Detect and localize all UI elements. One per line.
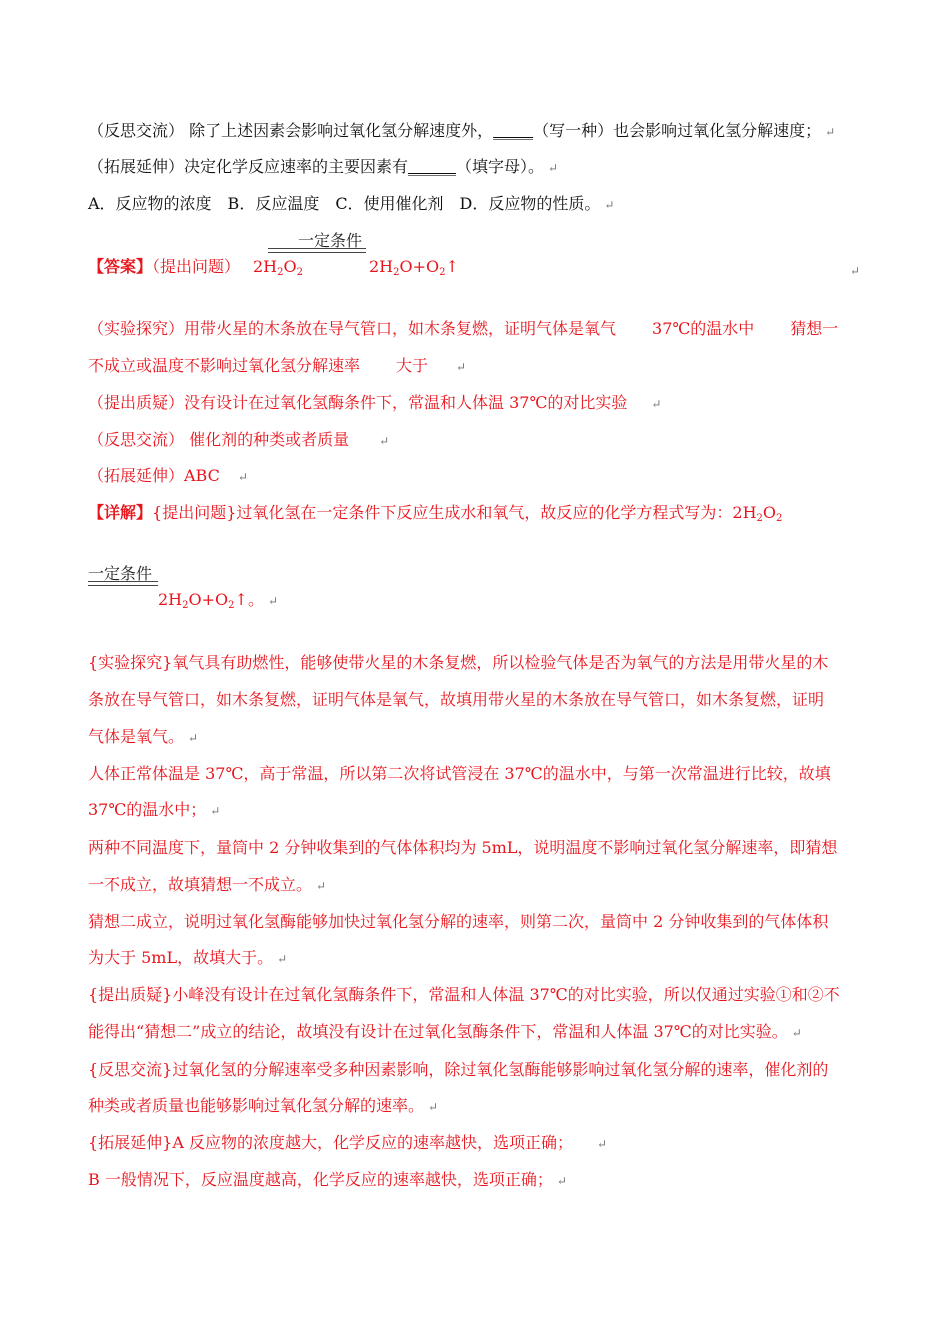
answer-blank: ______ [408,157,457,176]
reaction-condition-double-line [268,248,366,253]
gas-arrow-icon: ↑ [445,257,459,276]
detail-reactant-o-sub: 2 [776,513,783,524]
product-text: 2H [369,257,394,276]
question-options [88,194,614,215]
answer-reflect [88,430,389,451]
detail-reactant: 2H [732,503,757,522]
paragraph-mark-icon: ↵ [556,1174,567,1188]
answer-extend [88,466,248,487]
reactant-o-sub: 2 [296,267,304,278]
question-reflect-suffix: （写一种）也会影响过氧化氢分解速度； [533,121,822,140]
detail-p7 [88,875,326,896]
paragraph-mark-icon: ↵ [597,1137,608,1151]
paragraph-mark-icon: ↵ [316,879,327,893]
answer-equation [88,257,240,277]
question-extend-text: （拓展延伸）决定化学反应速率的主要因素有 [88,157,409,176]
answer-explore-b: 37℃的温水中 [652,319,755,338]
reactant-sub: 2 [277,267,284,278]
paragraph-mark-icon: ↵ [379,434,390,448]
detail-p15-text: B 一般情况下，反应温度越高，化学反应的速率越快，选项正确； [88,1170,553,1189]
paragraph-mark-icon: ↵ [548,161,559,175]
detail-p4: 人体正常体温是 37℃，高于常温，所以第二次将试管浸在 37℃的温水中，与第一次常温进行比较，故填 [88,764,831,783]
detail-equation-product [158,590,278,611]
product-rest: O+O [399,257,440,276]
answer-explore-c: 猜想一 [790,319,839,338]
paragraph-mark-icon: ↵ [850,264,861,278]
equation-product [369,257,459,277]
detail-p5-text: 37℃的温水中； [88,800,207,819]
paragraph-mark-icon [846,260,860,281]
question-reflect [88,121,835,142]
product-o-sub: 2 [439,267,446,278]
paragraph-mark-icon: ↵ [428,1100,439,1114]
paragraph-mark-icon: ↵ [210,804,221,818]
reactant-o: O [283,257,297,276]
detail-reactant-o: O [762,503,777,522]
paragraph-mark-icon: ↵ [651,397,662,411]
detail-product-sub: 2 [182,600,189,611]
detail-tag: 【详解】 [88,503,153,522]
detail-p7-text: 一不成立，故填猜想一不成立。 [88,875,313,894]
detail-p3-text: 气体是氧气。 [88,727,185,746]
paragraph-mark-icon: ↵ [267,594,279,608]
paragraph-mark-icon: ↵ [791,1026,802,1040]
detail-p10: {提出质疑}小峰没有设计在过氧化氢酶条件下，常温和人体温 37℃的对比实验，所以仅通过实验①和②不 [88,985,840,1004]
detail-condition-double-line [88,581,158,586]
detail-product: 2H [158,590,183,609]
product-sub: 2 [393,267,400,278]
detail-reaction-condition: 一定条件 [88,564,153,583]
answer-extend-text: （拓展延伸）ABC [88,466,220,485]
detail-p8: 猜想二成立，说明过氧化氢酶能够加快过氧化氢分解的速率，则第二次，量筒中 2 分钟收集到的气体体积 [88,912,829,931]
answer-explore-d: 不成立或温度不影响过氧化氢分解速率 [88,356,361,375]
answer-explore-line2 [88,356,466,377]
answer-tag: 【答案】 [88,257,153,276]
detail-p6: 两种不同温度下，量筒中 2 分钟收集到的气体体积均为 5mL，说明温度不影响过氧化氢分解速率，即猜想 [88,838,838,857]
detail-p13-text: 种类或者质量也能够影响过氧化氢分解的速率。 [88,1096,425,1115]
detail-p9-text: 为大于 5mL，故填大于。 [88,948,274,967]
answer-question-text: （提出质疑）没有设计在过氧化氢酶条件下，常温和人体温 37℃的对比实验 [88,393,628,412]
detail-p14 [88,1133,607,1154]
detail-p2: 条放在导气管口，如木条复燃，证明气体是氧气，故填用带火星的木条放在导气管口，如木条复燃，证明 [88,690,825,709]
detail-p1: {实验探究}氧气具有助燃性，能够使带火星的木条复燃，所以检验气体是否为氧气的方法是用带火星的木 [88,653,829,672]
answer-blank: _____ [493,121,534,140]
detail-product-rest: O+O [188,590,229,609]
question-extend [88,157,558,178]
paragraph-mark-icon: ↵ [604,198,615,212]
answer-explore-e: 大于 [396,356,429,375]
question-extend-suffix: （填字母）。 [456,157,545,176]
answer-explore-a: （实验探究）用带火星的木条放在导气管口，如木条复燃，证明气体是氧气 [88,319,617,338]
equation-reactant [253,257,303,277]
reactant-text: 2H [253,257,278,276]
detail-product-end: ↑。 [234,590,264,609]
answer-label: （提出问题） [152,257,241,276]
paragraph-mark-icon: ↵ [456,360,467,374]
paragraph-mark-icon: ↵ [188,731,199,745]
detail-p9 [88,948,287,969]
detail-line1 [88,503,782,523]
detail-p13 [88,1096,438,1117]
detail-intro: {提出问题}过氧化氢在一定条件下反应生成水和氧气，故反应的化学方程式写为： [152,503,733,522]
detail-p11 [88,1022,802,1043]
paragraph-mark-icon: ↵ [277,952,288,966]
paragraph-mark-icon: ↵ [825,125,836,139]
answer-question [88,393,661,414]
reaction-condition: 一定条件 [298,231,363,250]
detail-p15 [88,1170,567,1191]
detail-product-o-sub: 2 [228,600,235,611]
question-reflect-text: （反思交流） 除了上述因素会影响过氧化氢分解速度外， [88,121,494,140]
detail-reactant-sub: 2 [756,513,763,524]
detail-p11-text: 能得出“猜想二”成立的结论，故填没有设计在过氧化氢酶条件下，常温和人体温 37℃的对比实验。 [88,1022,788,1041]
answer-reflect-text: （反思交流） 催化剂的种类或者质量 [88,430,350,449]
detail-p12: {反思交流}过氧化氢的分解速率受多种因素影响，除过氧化氢酶能够影响过氧化氢分解的速率，催化剂的 [88,1060,829,1079]
detail-p3 [88,727,198,748]
answer-explore-line1 [88,319,838,339]
detail-p5 [88,800,220,821]
options-text: A．反应物的浓度 B．反应温度 C．使用催化剂 D．反应物的性质。 [88,194,601,213]
detail-p14-text: {拓展延伸}A 反应物的浓度越大，化学反应的速率越快，选项正确； [88,1133,574,1152]
paragraph-mark-icon: ↵ [237,470,248,484]
